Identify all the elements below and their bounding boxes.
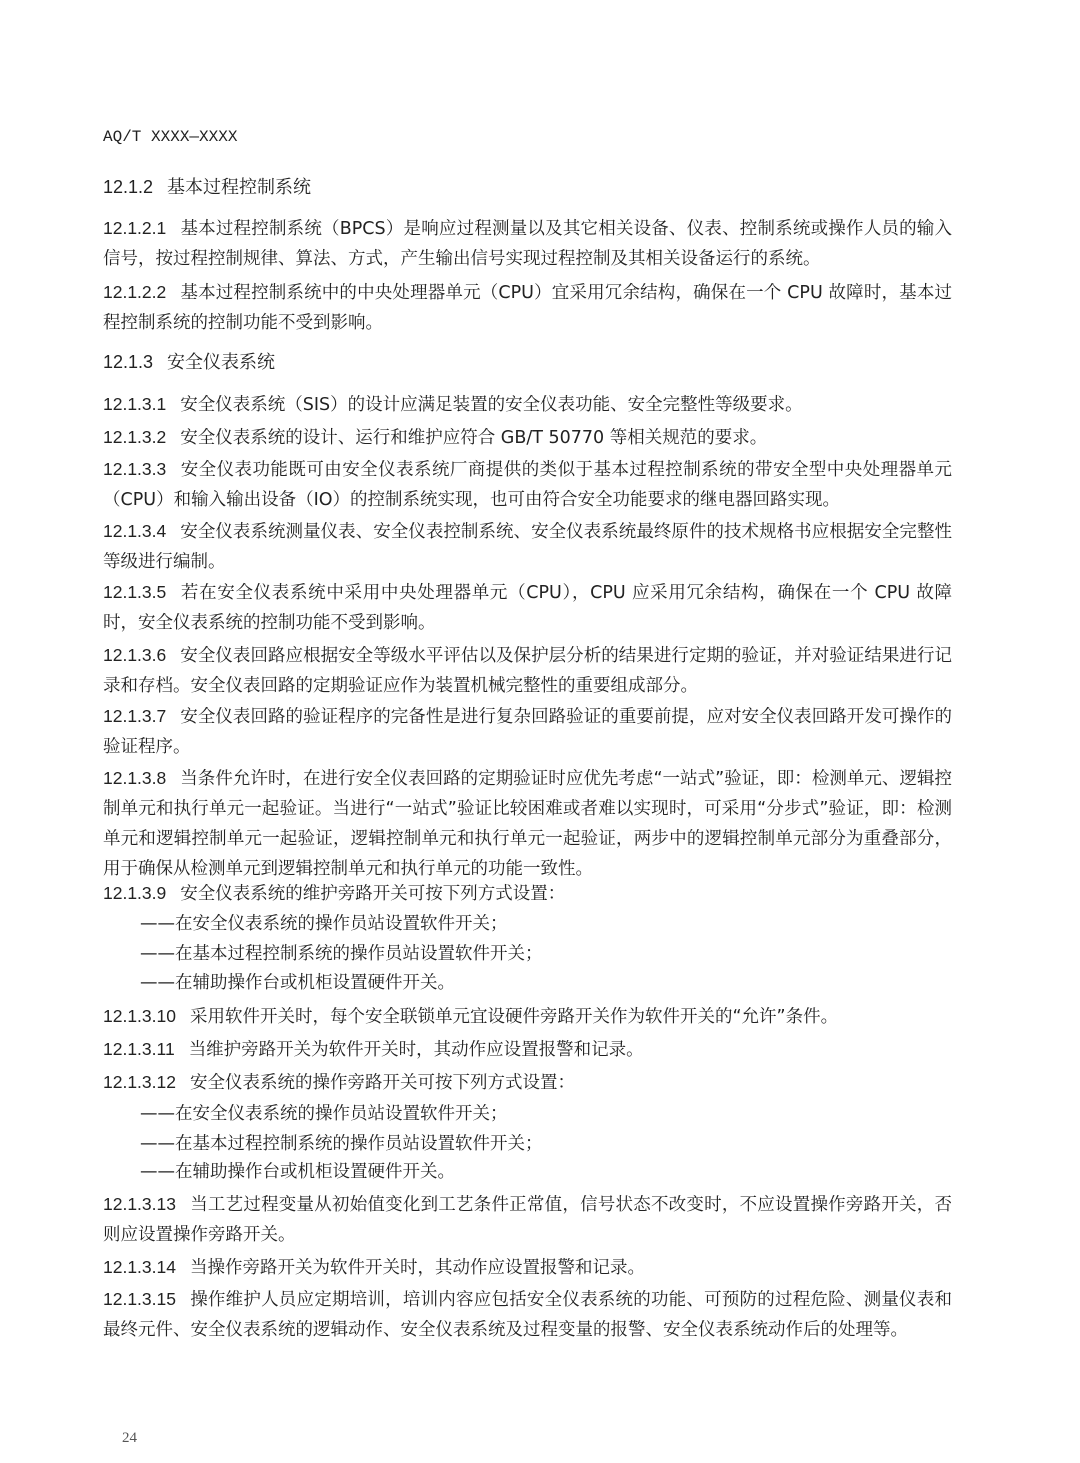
clause-text: 基本过程控制系统（BPCS）是响应过程测量以及其它相关设备、仪表、控制系统或操作人员的输入信号，按过程控制规律、算法、方式，产生输出信号实现过程控制及其相关设备运行的系统。: [103, 219, 952, 269]
clause: [103, 701, 952, 762]
clause-text: 安全仪表系统（SIS）的设计应满足装置的安全仪表功能、安全完整性等级要求。: [180, 395, 803, 415]
clause-text: 若在安全仪表系统中采用中央处理器单元（CPU），CPU 应采用冗余结构，确保在一个 CPU 故障时，安全仪表系统的控制功能不受到影响。: [103, 583, 952, 633]
clause-text: 安全仪表系统的操作旁路开关可按下列方式设置：: [189, 1073, 575, 1093]
clause-number: 12.1.3.9: [103, 883, 167, 903]
clause: [103, 577, 952, 638]
clause-number: 12.1.3.14: [103, 1257, 176, 1277]
clause-number: 12.1.3.2: [103, 427, 167, 447]
list-item: ——在辅助操作台或机柜设置硬件开关。: [140, 973, 455, 993]
clause-number: 12.1.3.13: [103, 1194, 176, 1214]
clause-number: 12.1.3.7: [103, 706, 167, 726]
list-item: ——在基本过程控制系统的操作员站设置软件开关；: [140, 1134, 543, 1154]
list-item: ——在辅助操作台或机柜设置硬件开关。: [140, 1162, 455, 1182]
clause-text: 操作维护人员应定期培训，培训内容应包括安全仪表系统的功能、可预防的过程危险、测量仪表和最终元件、安全仪表系统的逻辑动作、安全仪表系统及过程变量的报警、安全仪表系统动作后的处理等。: [103, 1290, 952, 1340]
clause-text: 安全仪表回路应根据安全等级水平评估以及保护层分析的结果进行定期的验证，并对验证结果进行记录和存档。安全仪表回路的定期验证应作为装置机械完整性的重要组成部分。: [103, 646, 952, 696]
clause-text: 安全仪表功能既可由安全仪表系统厂商提供的类似于基本过程控制系统的带安全型中央处理器单元（CPU）和输入输出设备（IO）的控制系统实现，也可由符合安全功能要求的继电器回路实现。: [103, 460, 952, 510]
section-heading: [103, 172, 952, 203]
clause-number: 12.1.3.12: [103, 1072, 176, 1092]
clause-number: 12.1.3.6: [103, 645, 167, 665]
page-number: 24: [122, 1430, 137, 1446]
list-item: ——在基本过程控制系统的操作员站设置软件开关；: [140, 944, 543, 964]
clause-text: 基本过程控制系统中的中央处理器单元（CPU）宜采用冗余结构，确保在一个 CPU 故障时，基本过程控制系统的控制功能不受到影响。: [103, 283, 952, 333]
clause: [103, 1284, 952, 1345]
clause-number: 12.1.2.2: [103, 282, 167, 302]
clause: [103, 1067, 952, 1098]
clause: [103, 454, 952, 515]
clause-text: 当操作旁路开关为软件开关时，其动作应设置报警和记录。: [189, 1258, 645, 1278]
clause-number: 12.1.3.11: [103, 1039, 175, 1059]
clause-text: 当维护旁路开关为软件开关时，其动作应设置报警和记录。: [188, 1040, 644, 1060]
clause-number: 12.1.3.5: [103, 582, 167, 602]
clause: [103, 878, 952, 909]
section-heading: [103, 347, 952, 378]
section-title: 安全仪表系统: [167, 352, 276, 373]
clause: [103, 763, 952, 884]
clause: [103, 1189, 952, 1250]
list-item: ——在安全仪表系统的操作员站设置软件开关；: [140, 1104, 508, 1124]
section-number: 12.1.3: [103, 352, 154, 372]
clause: [103, 1034, 952, 1065]
clause-text: 当工艺过程变量从初始值变化到工艺条件正常值，信号状态不改变时，不应设置操作旁路开关，否则应设置操作旁路开关。: [103, 1195, 952, 1245]
clause-number: 12.1.3.3: [103, 459, 167, 479]
clause-text: 安全仪表系统测量仪表、安全仪表控制系统、安全仪表系统最终原件的技术规格书应根据安全完整性等级进行编制。: [103, 522, 952, 572]
clause: [103, 640, 952, 701]
clause-number: 12.1.3.10: [103, 1006, 176, 1026]
clause: [103, 277, 952, 338]
clause: [103, 422, 952, 453]
list-item: ——在安全仪表系统的操作员站设置软件开关；: [140, 914, 508, 934]
section-title: 基本过程控制系统: [167, 177, 312, 198]
document-code-header: AQ/T XXXX—XXXX: [103, 128, 238, 146]
clause-number: 12.1.3.8: [103, 768, 167, 788]
clause-text: 当条件允许时，在进行安全仪表回路的定期验证时应优先考虑“一站式”验证，即：检测单元、逻辑控制单元和执行单元一起验证。当进行“一站式”验证比较困难或者难以实现时，可采用“分步式”验证，即：检测单元和逻辑控制单元一起验证，逻辑控制单元和执行单元一起验证，两步中的逻辑控制单元部分为重叠部分，用于确保从检测单元到逻辑控制单元和执行单元的功能一致性。: [103, 769, 952, 879]
clause: [103, 389, 952, 420]
clause: [103, 516, 952, 577]
clause-number: 12.1.3.4: [103, 521, 167, 541]
clause: [103, 1001, 952, 1032]
section-number: 12.1.2: [103, 177, 154, 197]
clause-text: 安全仪表回路的验证程序的完备性是进行复杂回路验证的重要前提，应对安全仪表回路开发可操作的验证程序。: [103, 707, 952, 757]
clause-number: 12.1.3.1: [103, 394, 167, 414]
clause-number: 12.1.3.15: [103, 1289, 176, 1309]
clause-number: 12.1.2.1: [103, 218, 167, 238]
clause-text: 安全仪表系统的维护旁路开关可按下列方式设置：: [180, 884, 566, 904]
clause: [103, 213, 952, 274]
clause: [103, 1252, 952, 1283]
clause-text: 采用软件开关时，每个安全联锁单元宜设硬件旁路开关作为软件开关的“允许”条件。: [189, 1007, 839, 1027]
clause-text: 安全仪表系统的设计、运行和维护应符合 GB/T 50770 等相关规范的要求。: [180, 428, 768, 448]
